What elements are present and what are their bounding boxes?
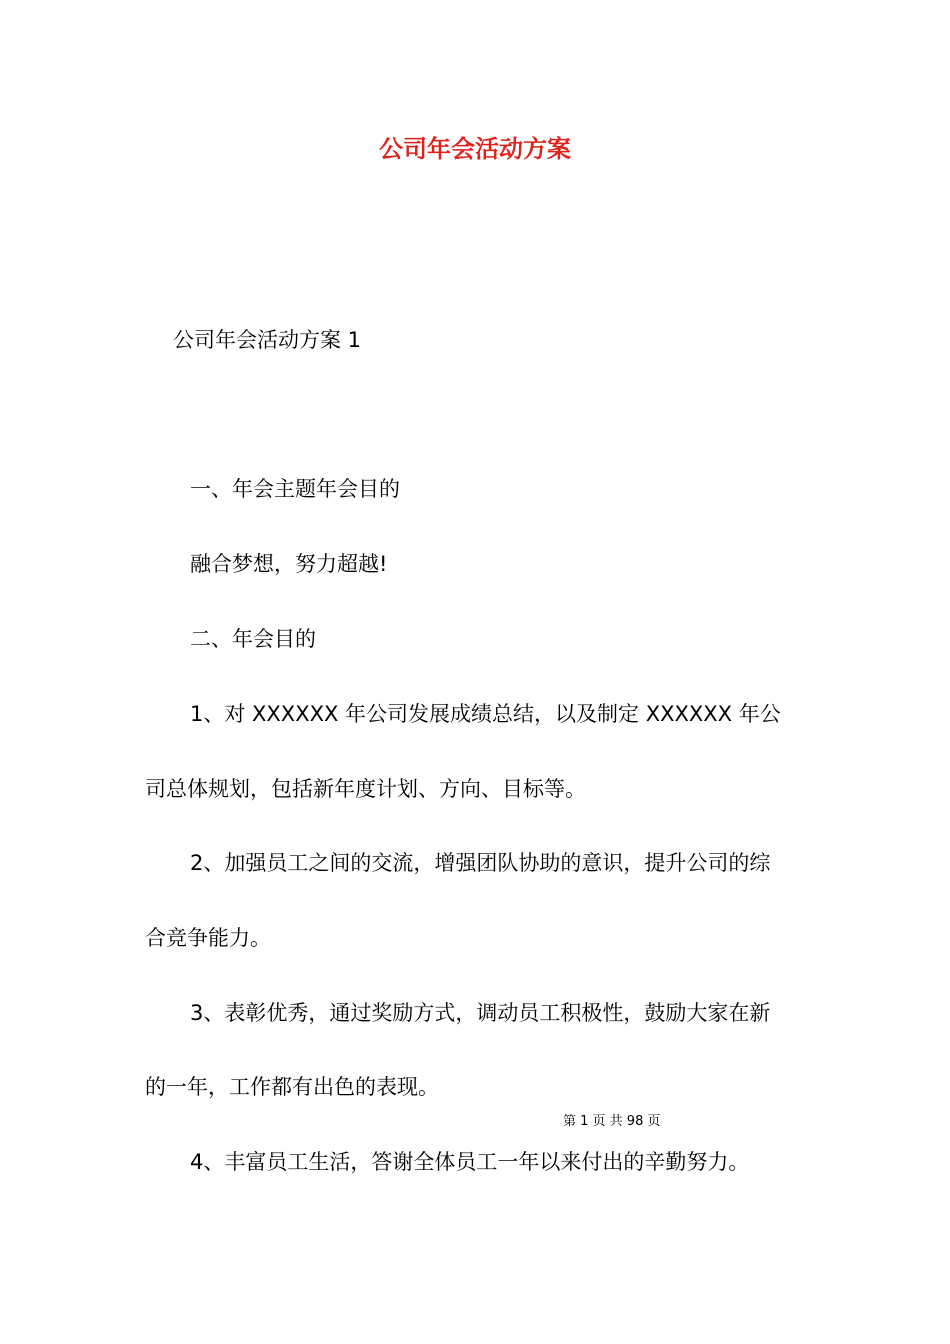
paragraph-line: 2、加强员工之间的交流，增强团队协助的意识，提升公司的综: [190, 851, 771, 875]
paragraph-line: 合竞争能力。: [145, 926, 271, 950]
paragraph-line: 4、丰富员工生活，答谢全体员工一年以来付出的辛勤努力。: [190, 1150, 750, 1174]
paragraph-line: 的一年，工作都有出色的表现。: [145, 1075, 439, 1099]
document-title: 公司年会活动方案: [379, 135, 571, 163]
paragraph-line: 二、年会目的: [190, 627, 316, 651]
paragraph-line: 一、年会主题年会目的: [190, 477, 400, 501]
paragraph-line: 1、对 XXXXXX 年公司发展成绩总结，以及制定 XXXXXX 年公: [190, 702, 781, 726]
paragraph-line: 司总体规划，包括新年度计划、方向、目标等。: [145, 777, 586, 801]
page-number-footer: 第 1 页 共 98 页: [563, 1114, 661, 1129]
paragraph-line: 3、表彰优秀，通过奖励方式，调动员工积极性，鼓励大家在新: [190, 1001, 771, 1025]
paragraph-line: 融合梦想，努力超越!: [190, 552, 388, 576]
section-heading: 公司年会活动方案 1: [173, 328, 362, 352]
